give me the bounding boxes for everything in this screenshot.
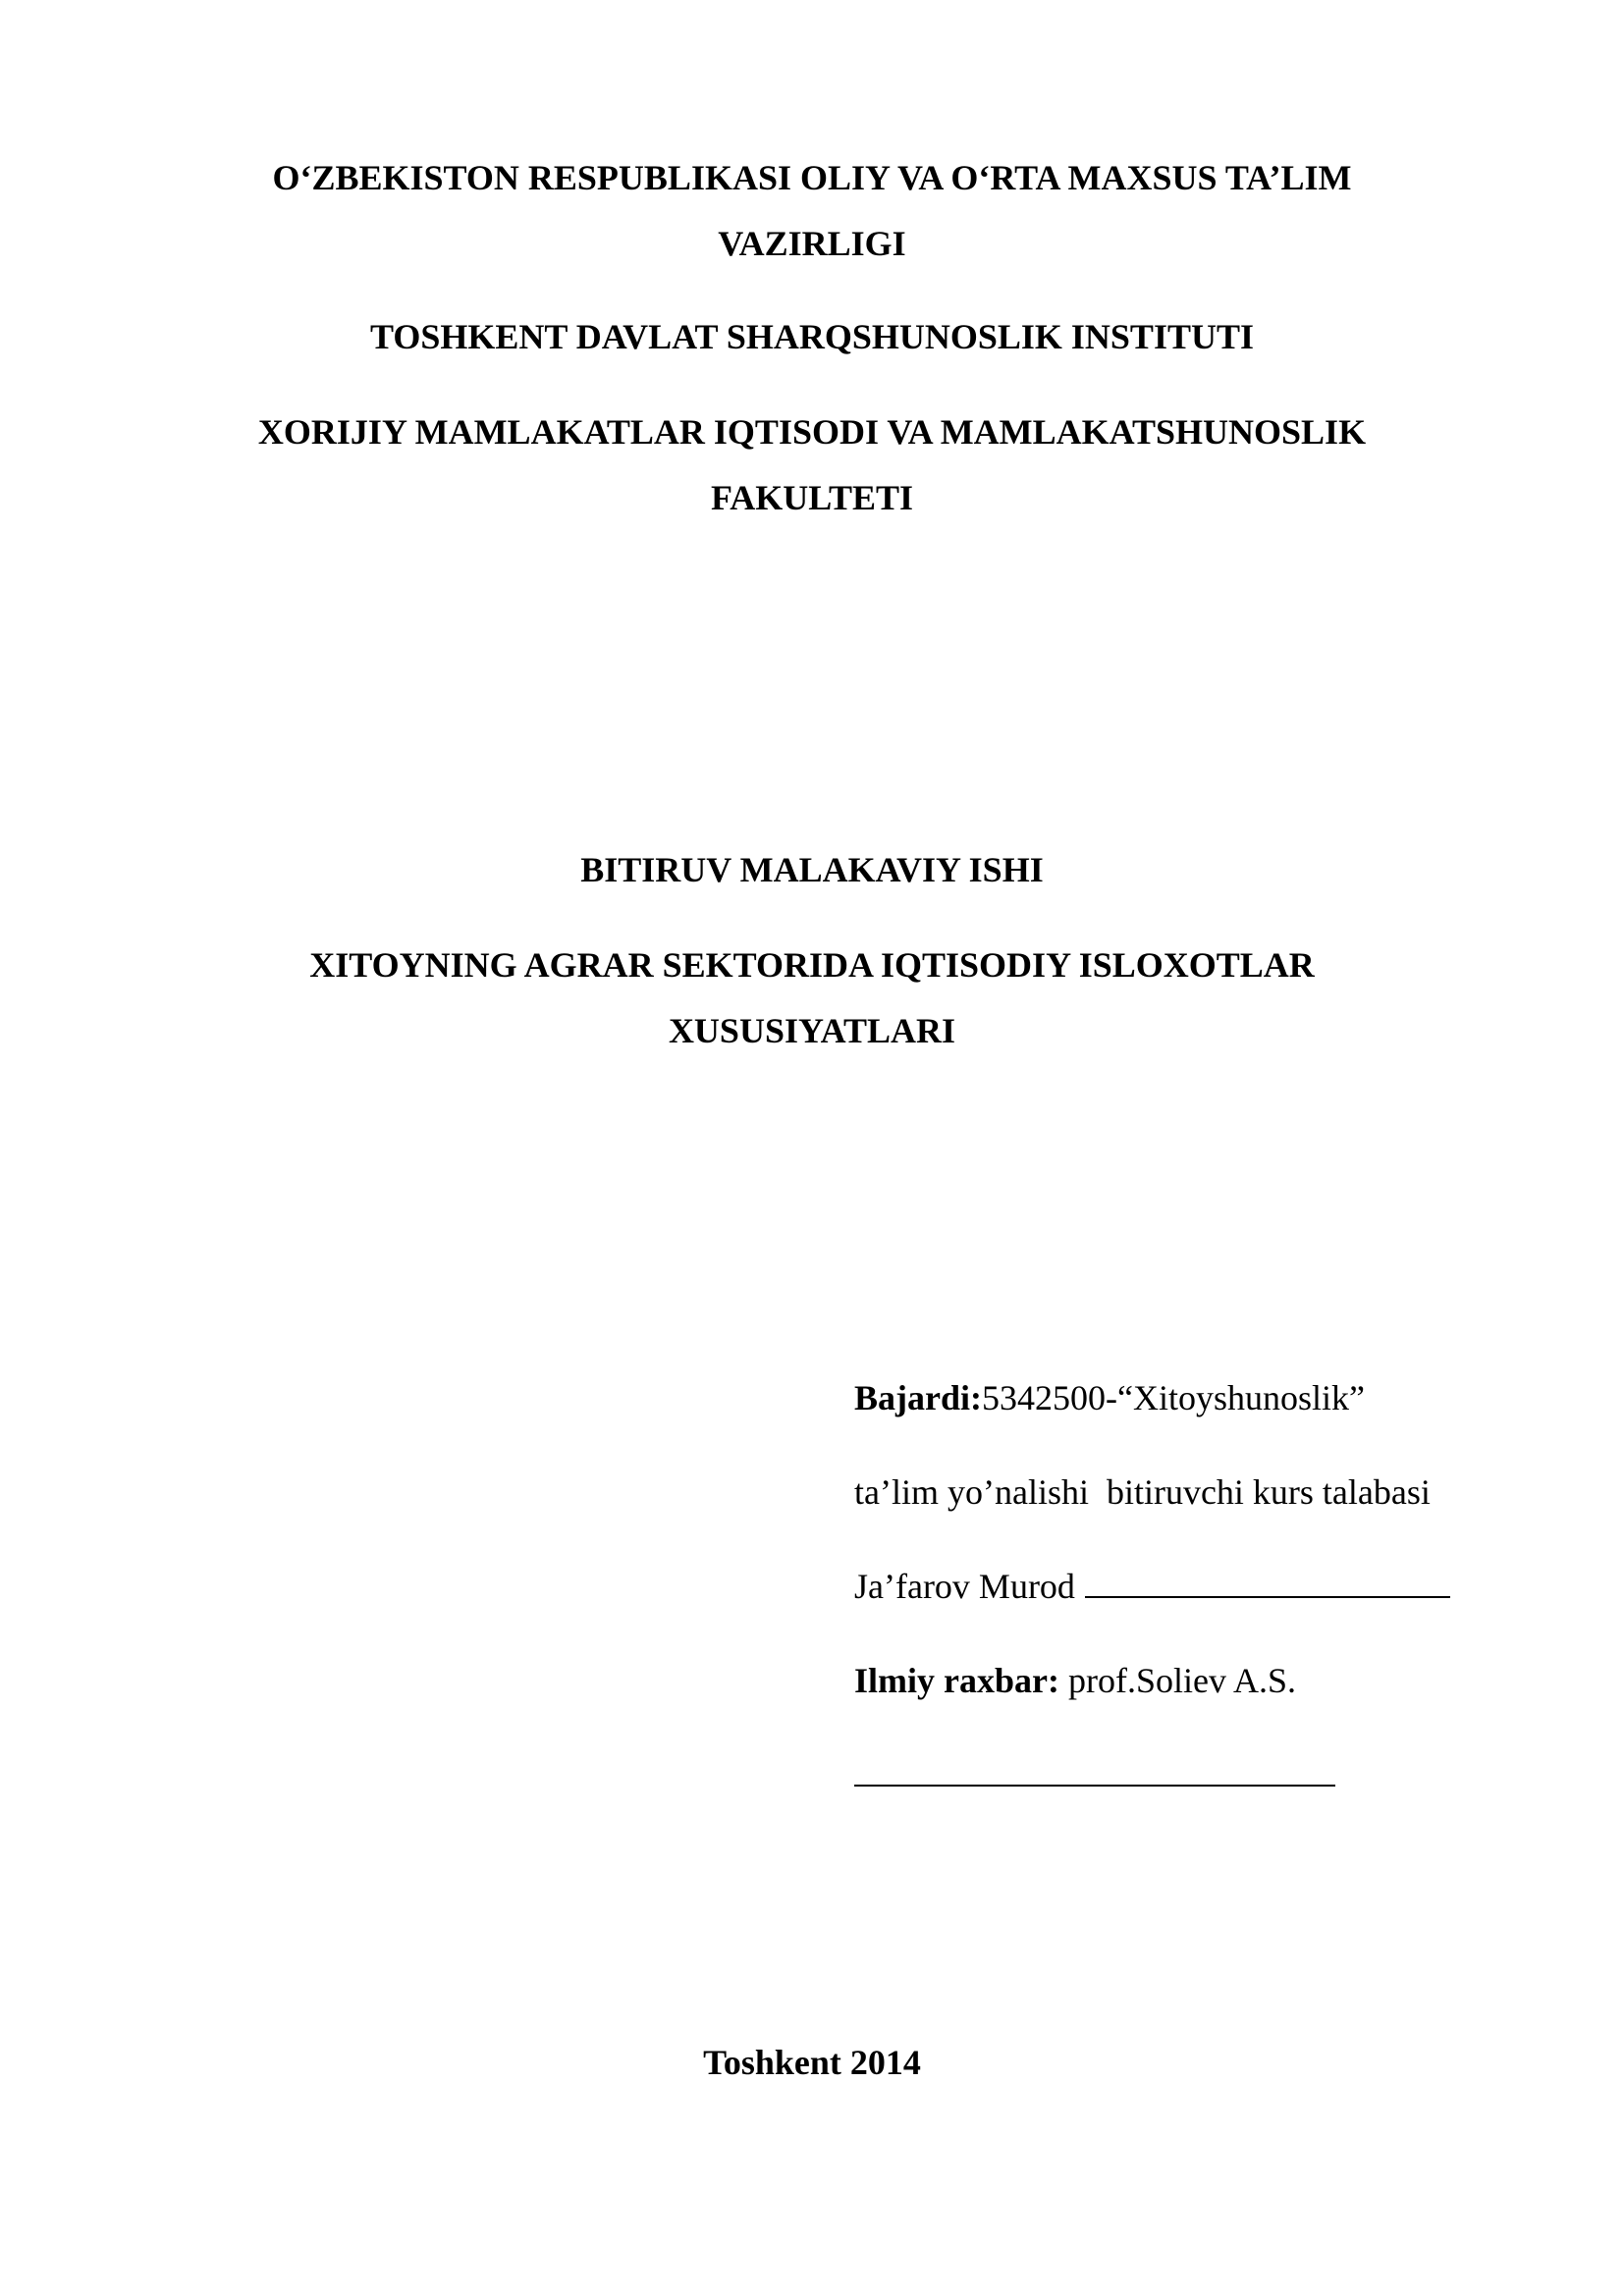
advisor-signature-row [854, 1751, 1542, 1798]
study-direction-text: ta’lim yo’nalishi bitiruvchi kurs talabasi [854, 1472, 1431, 1512]
performed-by-value: 5342500-“Xitoyshunoslik” [982, 1378, 1365, 1417]
performed-by-label: Bajardi: [854, 1378, 982, 1417]
work-type-heading [0, 837, 1624, 903]
study-direction-row [854, 1468, 1542, 1516]
student-signature-line [1085, 1565, 1450, 1598]
advisor-signature-line [854, 1753, 1335, 1787]
performed-by-row [854, 1374, 1542, 1421]
faculty-heading [0, 400, 1624, 531]
faculty-heading-line2: FAKULTETI [710, 478, 914, 517]
work-type-text: BITIRUV MALAKAVIY ISHI [580, 850, 1044, 889]
work-title-line2: XUSUSIYATLARI [668, 1011, 956, 1050]
ministry-heading-line2: VAZIRLIGI [718, 224, 906, 263]
advisor-label: Ilmiy raxbar: [854, 1661, 1059, 1700]
faculty-heading-line1: XORIJIY MAMLAKATLAR IQTISODI VA MAMLAKATSHUNOSLIK [257, 412, 1367, 452]
institute-heading [0, 304, 1624, 370]
ministry-heading-line1: O‘ZBEKISTON RESPUBLIKASI OLIY VA O‘RTA MAXSUS TA’LIM [272, 158, 1352, 197]
author-block [854, 1374, 1542, 1845]
student-name: Ja’farov Murod [854, 1567, 1075, 1606]
advisor-row [854, 1657, 1542, 1704]
city-year-footer [0, 2030, 1624, 2096]
work-title [0, 933, 1624, 1064]
institute-heading-text: TOSHKENT DAVLAT SHARQSHUNOSLIK INSTITUTI [370, 317, 1254, 356]
city-year-text: Toshkent 2014 [703, 2043, 921, 2082]
advisor-name: prof.Soliev A.S. [1067, 1661, 1296, 1700]
student-row [854, 1563, 1542, 1610]
work-title-line1: XITOYNING AGRAR SEKTORIDA IQTISODIY ISLOXOTLAR [309, 945, 1315, 985]
ministry-heading [0, 145, 1624, 277]
